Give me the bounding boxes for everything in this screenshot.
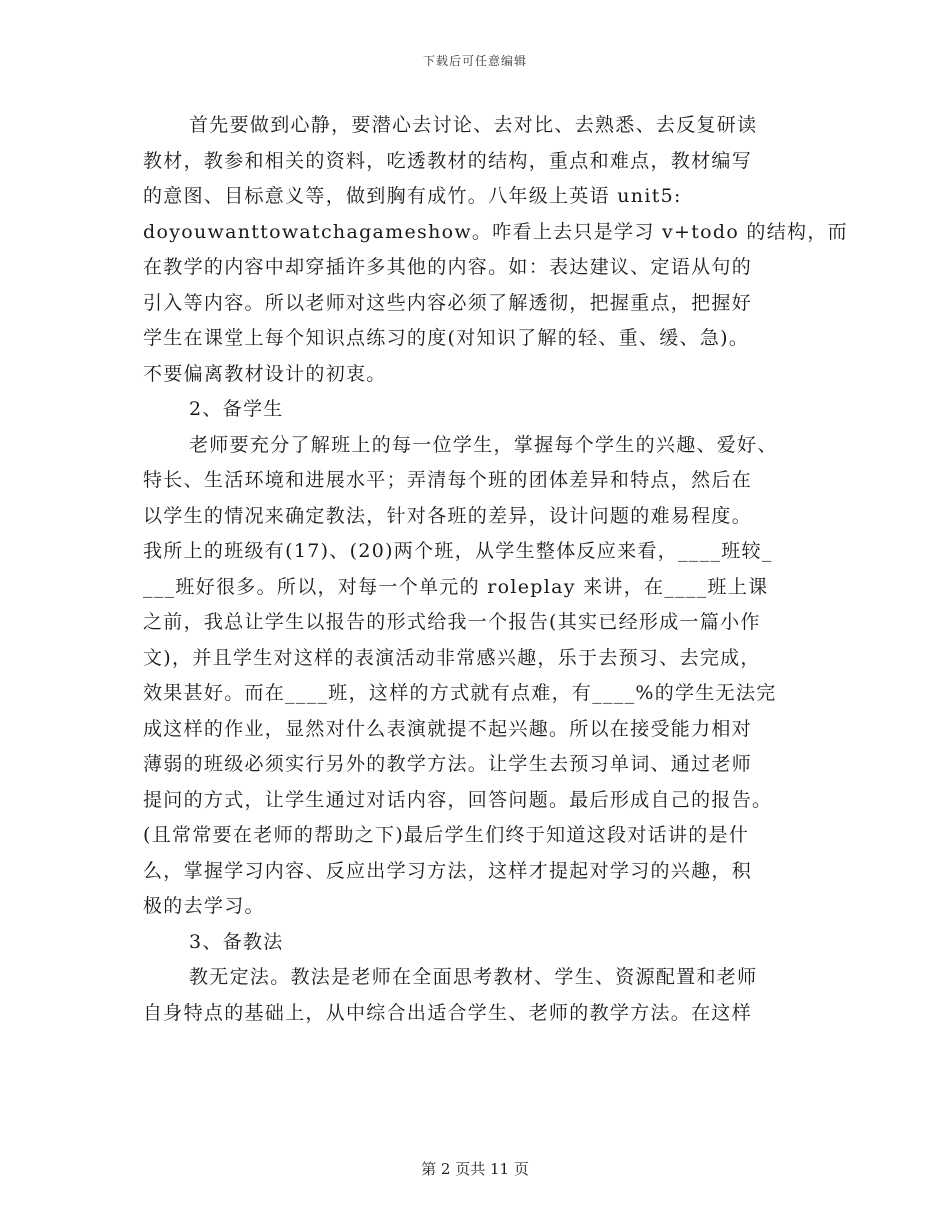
- text-line: 3、备教法: [189, 930, 284, 953]
- text-line: 老师要充分了解班上的每一位学生，掌握每个学生的兴趣、爱好、: [189, 433, 778, 456]
- text-line: 效果甚好。而在____班，这样的方式就有点难，有____%的学生无法完: [143, 682, 777, 704]
- text-line: 特长、生活环境和进展水平；弄清每个班的团体差异和特点，然后在: [143, 469, 753, 491]
- text-line: 极的去学习。: [143, 895, 265, 917]
- text-line: 自身特点的基础上，从中综合出适合学生、老师的教学方法。在这样: [143, 1001, 753, 1024]
- document-body: [143, 108, 848, 1031]
- page-header: 下载后可任意编辑: [422, 54, 527, 68]
- page-footer: 第 2 页共 11 页: [421, 1160, 529, 1178]
- text-line: 2、备学生: [189, 398, 284, 420]
- text-line: 教无定法。教法是老师在全面思考教材、学生、资源配置和老师: [189, 966, 758, 988]
- text-line: 不要偏离教材设计的初衷。: [143, 362, 387, 385]
- text-line: 成这样的作业，显然对什么表演就提不起兴趣。所以在接受能力相对: [143, 717, 753, 740]
- text-line: 之前，我总让学生以报告的形式给我一个报告(其实已经形成一篇小作: [143, 611, 761, 633]
- text-line: 薄弱的班级必须实行另外的教学方法。让学生去预习单词、通过老师: [143, 753, 753, 775]
- text-line: 我所上的班级有(17)、(20)两个班，从学生整体反应来看，____班较_: [143, 540, 773, 562]
- text-line: ___班好很多。所以，对每一个单元的 roleplay 来讲，在____班上课: [143, 575, 769, 598]
- text-line: doyouwanttowatchagameshow。咋看上去只是学习 v+todo 的结构，而: [143, 220, 848, 243]
- text-line: 学生在课堂上每个知识点练习的度(对知识了解的轻、重、缓、急)。: [143, 327, 750, 349]
- text-line: 引入等内容。所以老师对这些内容必须了解透彻，把握重点，把握好: [143, 291, 753, 314]
- text-line: 以学生的情况来确定教法，针对各班的差异，设计问题的难易程度。: [143, 504, 753, 527]
- text-line: 首先要做到心静，要潜心去讨论、去对比、去熟悉、去反复研读: [189, 114, 758, 136]
- text-line: 么，掌握学习内容、反应出学习方法，这样才提起对学习的兴趣，积: [143, 859, 753, 882]
- text-line: 的意图、目标意义等，做到胸有成竹。八年级上英语 unit5:: [143, 185, 682, 207]
- text-line: 在教学的内容中却穿插许多其他的内容。如：表达建议、定语从句的: [143, 256, 753, 278]
- text-line: (且常常要在老师的帮助之下)最后学生们终于知道这段对话讲的是什: [143, 824, 750, 846]
- text-line: 提问的方式，让学生通过对话内容，回答问题。最后形成自己的报告。: [143, 788, 773, 811]
- text-line: 文)，并且学生对这样的表演活动非常感兴趣，乐于去预习、去完成，: [143, 646, 761, 669]
- text-line: 教材，教参和相关的资料，吃透教材的结构，重点和难点，教材编写: [143, 149, 753, 172]
